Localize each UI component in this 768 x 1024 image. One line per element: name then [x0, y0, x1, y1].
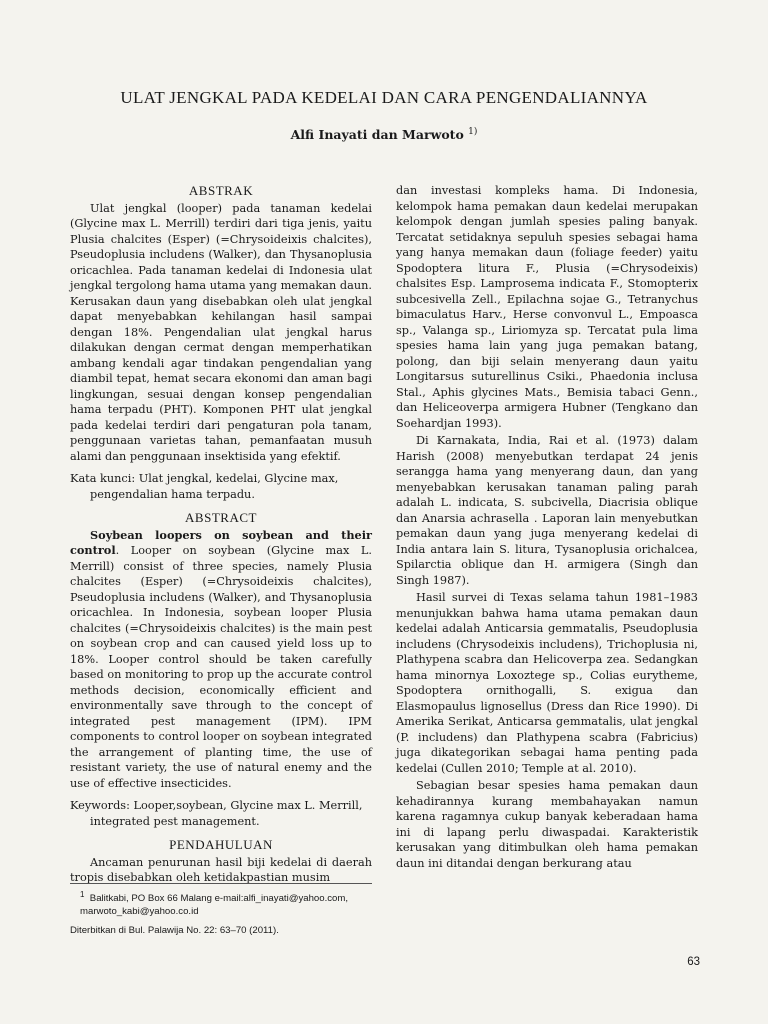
- body-paragraph-3: Hasil survei di Texas selama tahun 1981–1983 menunjukkan bahwa hama utama pemakan daun kedelai adalah Anticarsia gemmatalis, Pseudoplusia includens (Chrysodeixis includens), Trichoplusia ni, Plathypena scabra dan Helicoverpa zea. Sedangkan hama minornya Loxoztege sp., Colias eurytheme, Spodoptera ornithogalli, S. exigua dan Elasmopaulus lignosellus (Dress dan Rice 1990). Di Amerika Serikat, Anticarsa gemmatalis, ulat jengkal (P. includens) dan Plathypena scabra (Fabricius) juga dikategorikan sebagai hama penting pada kedelai (Cullen 2010; Temple at al. 2010).: [396, 591, 698, 775]
- footnote-line-1: Balitkabi, PO Box 66 Malang e-mail:alfi_inayati@yahoo.com,: [89, 893, 349, 905]
- article-title: ULAT JENGKAL PADA KEDELAI DAN CARA PENGENDALIANNYA: [120, 88, 648, 107]
- footnote-line-2: marwoto_kabi@yahoo.co.id: [80, 906, 199, 918]
- right-column: [396, 183, 698, 871]
- kata-kunci: Kata kunci: Ulat jengkal, kedelai, Glycine max, pengendalian hama terpadu.: [70, 472, 339, 501]
- footnote-marker: 1: [80, 890, 85, 899]
- page-number: 63: [687, 956, 700, 968]
- author-names: Alfi Inayati dan Marwoto: [290, 127, 464, 143]
- abstrak-body: Ulat jengkal (looper) pada tanaman kedelai (Glycine max L. Merrill) terdiri dari tiga jenis, yaitu Plusia chalcites (Esper) (=Chrysoideixis chalcites), Pseudoplusia includens (Walker), dan Thysanoplusia oricachlea. Pada tanaman kedelai di Indonesia ulat jengkal tergolong hama utama yang memakan daun. Kerusakan daun yang disebabkan oleh ulat jengkal dapat menyebabkan kehilangan hasil sampai dengan 18%. Pengendalian ulat jengkal harus dilakukan dengan cermat dengan memperhatikan ambang kendali agar tindakan pengendalian yang diambil tepat, hemat secara ekonomi dan aman bagi lingkungan, sesuai dengan konsep pengendalian hama terpadu (PHT). Komponen PHT ulat jengkal pada kedelai terdiri dari pengaturan pola tanam, penggunaan varietas tahan, pemanfaatan musuh alami dan penggunaan insektisida yang efektif.: [70, 201, 372, 463]
- footnote-affiliation: [70, 888, 372, 905]
- left-column: [70, 183, 372, 886]
- pendahuluan-intro: Ancaman penurunan hasil biji kedelai di daerah tropis disebabkan oleh ketidakpastian musim: [70, 855, 372, 884]
- abstract-paragraph: [70, 528, 372, 792]
- abstract-heading: ABSTRACT: [185, 510, 257, 525]
- body-paragraph-1: dan investasi kompleks hama. Di Indonesia, kelompok hama pemakan daun kedelai merupakan kelompok dengan jumlah spesies paling banyak. Tercatat setidaknya sepuluh spesies sebagai hama yang hanya memakan daun (foliage feeder) yaitu Spodoptera litura F., Plusia (=Chrysodeixis) chalsites Esp. Lamprosema indicata F., Stomopterix subcesivella Zell., Epilachna sojae G., Tetranychus bimaculatus Harv., Herse convonvul L., Empoasca sp., Valanga sp., Liriomyza sp. Tercatat pula lima spesies hama lain yang juga pemakan batang, polong, dan biji selain menyerang daun yaitu Longitarsus suturellinus Csiki., Phaedonia inclusa Stal., Aphis glycines Mats., Bemisia tabaci Genn., dan Heliceoverpa armigera Hubner (Tengkano dan Soehardjan 1993).: [396, 184, 698, 430]
- abstract-body: . Looper on soybean (Glycine max L. Merrill) consist of three species, namely Plusia chalcites (Esper) (=Chrysoideixis chalcites), Pseudoplusia includens (Walker), and Thysanoplusia oricachlea. In Indonesia, soybean looper Plusia chalcites (=Chrysoideixis chalcites) is the main pest on soybean crop and can caused yield loss up to 18%. Looper control should be taken carefully based on monitoring to prop up the accurate control methods decision, economically efficient and environmentally save through to the concept of integrated pest management (IPM). IPM components to control looper on soybean integrated the arrangement of planting time, the use of resistant variety, the use of natural enemy and the use of effective insecticides.: [70, 544, 372, 790]
- abstract-title: Soybean loopers on soybean and their control: [70, 527, 372, 557]
- footnote: [70, 883, 372, 937]
- keywords: Keywords: Looper,soybean, Glycine max L. Merrill, integrated pest management.: [70, 799, 363, 828]
- pendahuluan-heading: PENDAHULUAN: [169, 837, 273, 852]
- article-authors: [0, 127, 768, 142]
- body-paragraph-2: Di Karnakata, India, Rai et al. (1973) dalam Harish (2008) menyebutkan terdapat 24 jenis serangga hama yang menyerang daun, dan yang menyebabkan kerusakan tanaman paling parah adalah L. indicata, S. subcivella, Diacrisia oblique dan Anarsia achrasella . Laporan lain menyebutkan pemakan daun yang juga menyerang kedelai di India antara lain S. litura, Tysanoplusia orichalcea, Spilarctia oblique dan H. armigera (Singh dan Singh 1987).: [396, 434, 698, 587]
- body-paragraph-4: Sebagian besar spesies hama pemakan daun kehadirannya kurang membahayakan namun karena ragamnya cukup banyak keberadaan hama ini di lapang perlu diwaspadai. Karakteristik kerusakan yang ditimbulkan oleh hama pemakan daun ini ditandai dengan berkurang atau: [396, 779, 698, 870]
- abstrak-heading: ABSTRAK: [188, 183, 254, 198]
- author-affiliation-marker: 1): [468, 127, 478, 137]
- publication-info: Diterbitkan di Bul. Palawija No. 22: 63–70 (2011).: [70, 925, 279, 937]
